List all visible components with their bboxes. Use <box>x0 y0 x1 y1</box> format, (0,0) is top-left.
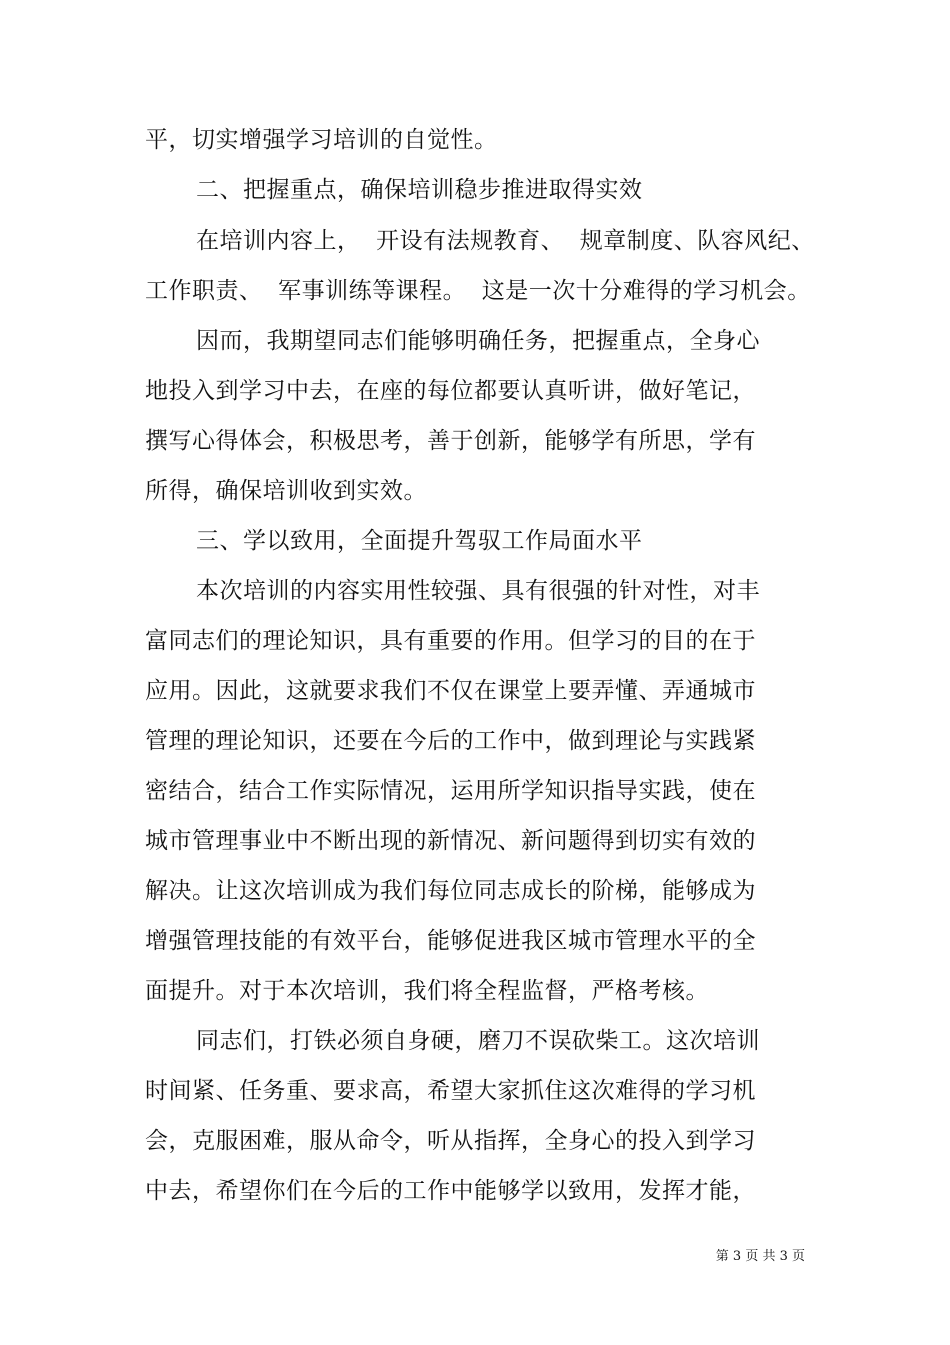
text-line: 本次培训的内容实用性较强、具有很强的针对性，对丰 <box>196 578 760 604</box>
text-line: 富同志们的理论知识，具有重要的作用。但学习的目的在于 <box>145 628 756 654</box>
text-line: 管理的理论知识，还要在今后的工作中，做到理论与实践紧 <box>145 728 756 754</box>
text-line: 撰写心得体会，积极思考，善于创新，能够学有所思，学有 <box>145 428 756 454</box>
section-heading: 三、学以致用，全面提升驾驭工作局面水平 <box>196 528 643 554</box>
text-line: 工作职责、 军事训练等课程。 这是一次十分难得的学习机会。 <box>145 278 811 304</box>
text-line: 城市管理事业中不断出现的新情况、新问题得到切实有效的 <box>145 828 756 854</box>
text-line: 中去，希望你们在今后的工作中能够学以致用，发挥才能， <box>145 1178 756 1204</box>
text-line: 增强管理技能的有效平台，能够促进我区城市管理水平的全 <box>145 928 756 954</box>
text-line: 因而，我期望同志们能够明确任务，把握重点，全身心 <box>196 328 760 354</box>
text-line: 会，克服困难，服从命令，听从指挥，全身心的投入到学习 <box>145 1128 756 1154</box>
text-line: 在培训内容上， 开设有法规教育、 规章制度、队容风纪、 <box>196 228 815 254</box>
text-line: 解决。让这次培训成为我们每位同志成长的阶梯，能够成为 <box>145 878 756 904</box>
text-line: 密结合，结合工作实际情况，运用所学知识指导实践，使在 <box>145 778 756 804</box>
text-line: 应用。因此，这就要求我们不仅在课堂上要弄懂、弄通城市 <box>145 678 756 704</box>
text-line: 地投入到学习中去，在座的每位都要认真听讲，做好笔记， <box>145 378 756 404</box>
text-line: 平，切实增强学习培训的自觉性。 <box>145 127 498 153</box>
text-line: 时间紧、任务重、要求高，希望大家抓住这次难得的学习机 <box>145 1078 756 1104</box>
text-line: 所得，确保培训收到实效。 <box>145 478 427 504</box>
section-heading: 二、把握重点，确保培训稳步推进取得实效 <box>196 177 643 203</box>
page-number-footer: 第 3 页 共 3 页 <box>715 1249 805 1264</box>
text-line: 同志们，打铁必须自身硬，磨刀不误砍柴工。这次培训 <box>196 1028 760 1054</box>
text-line: 面提升。对于本次培训，我们将全程监督，严格考核。 <box>145 978 709 1004</box>
